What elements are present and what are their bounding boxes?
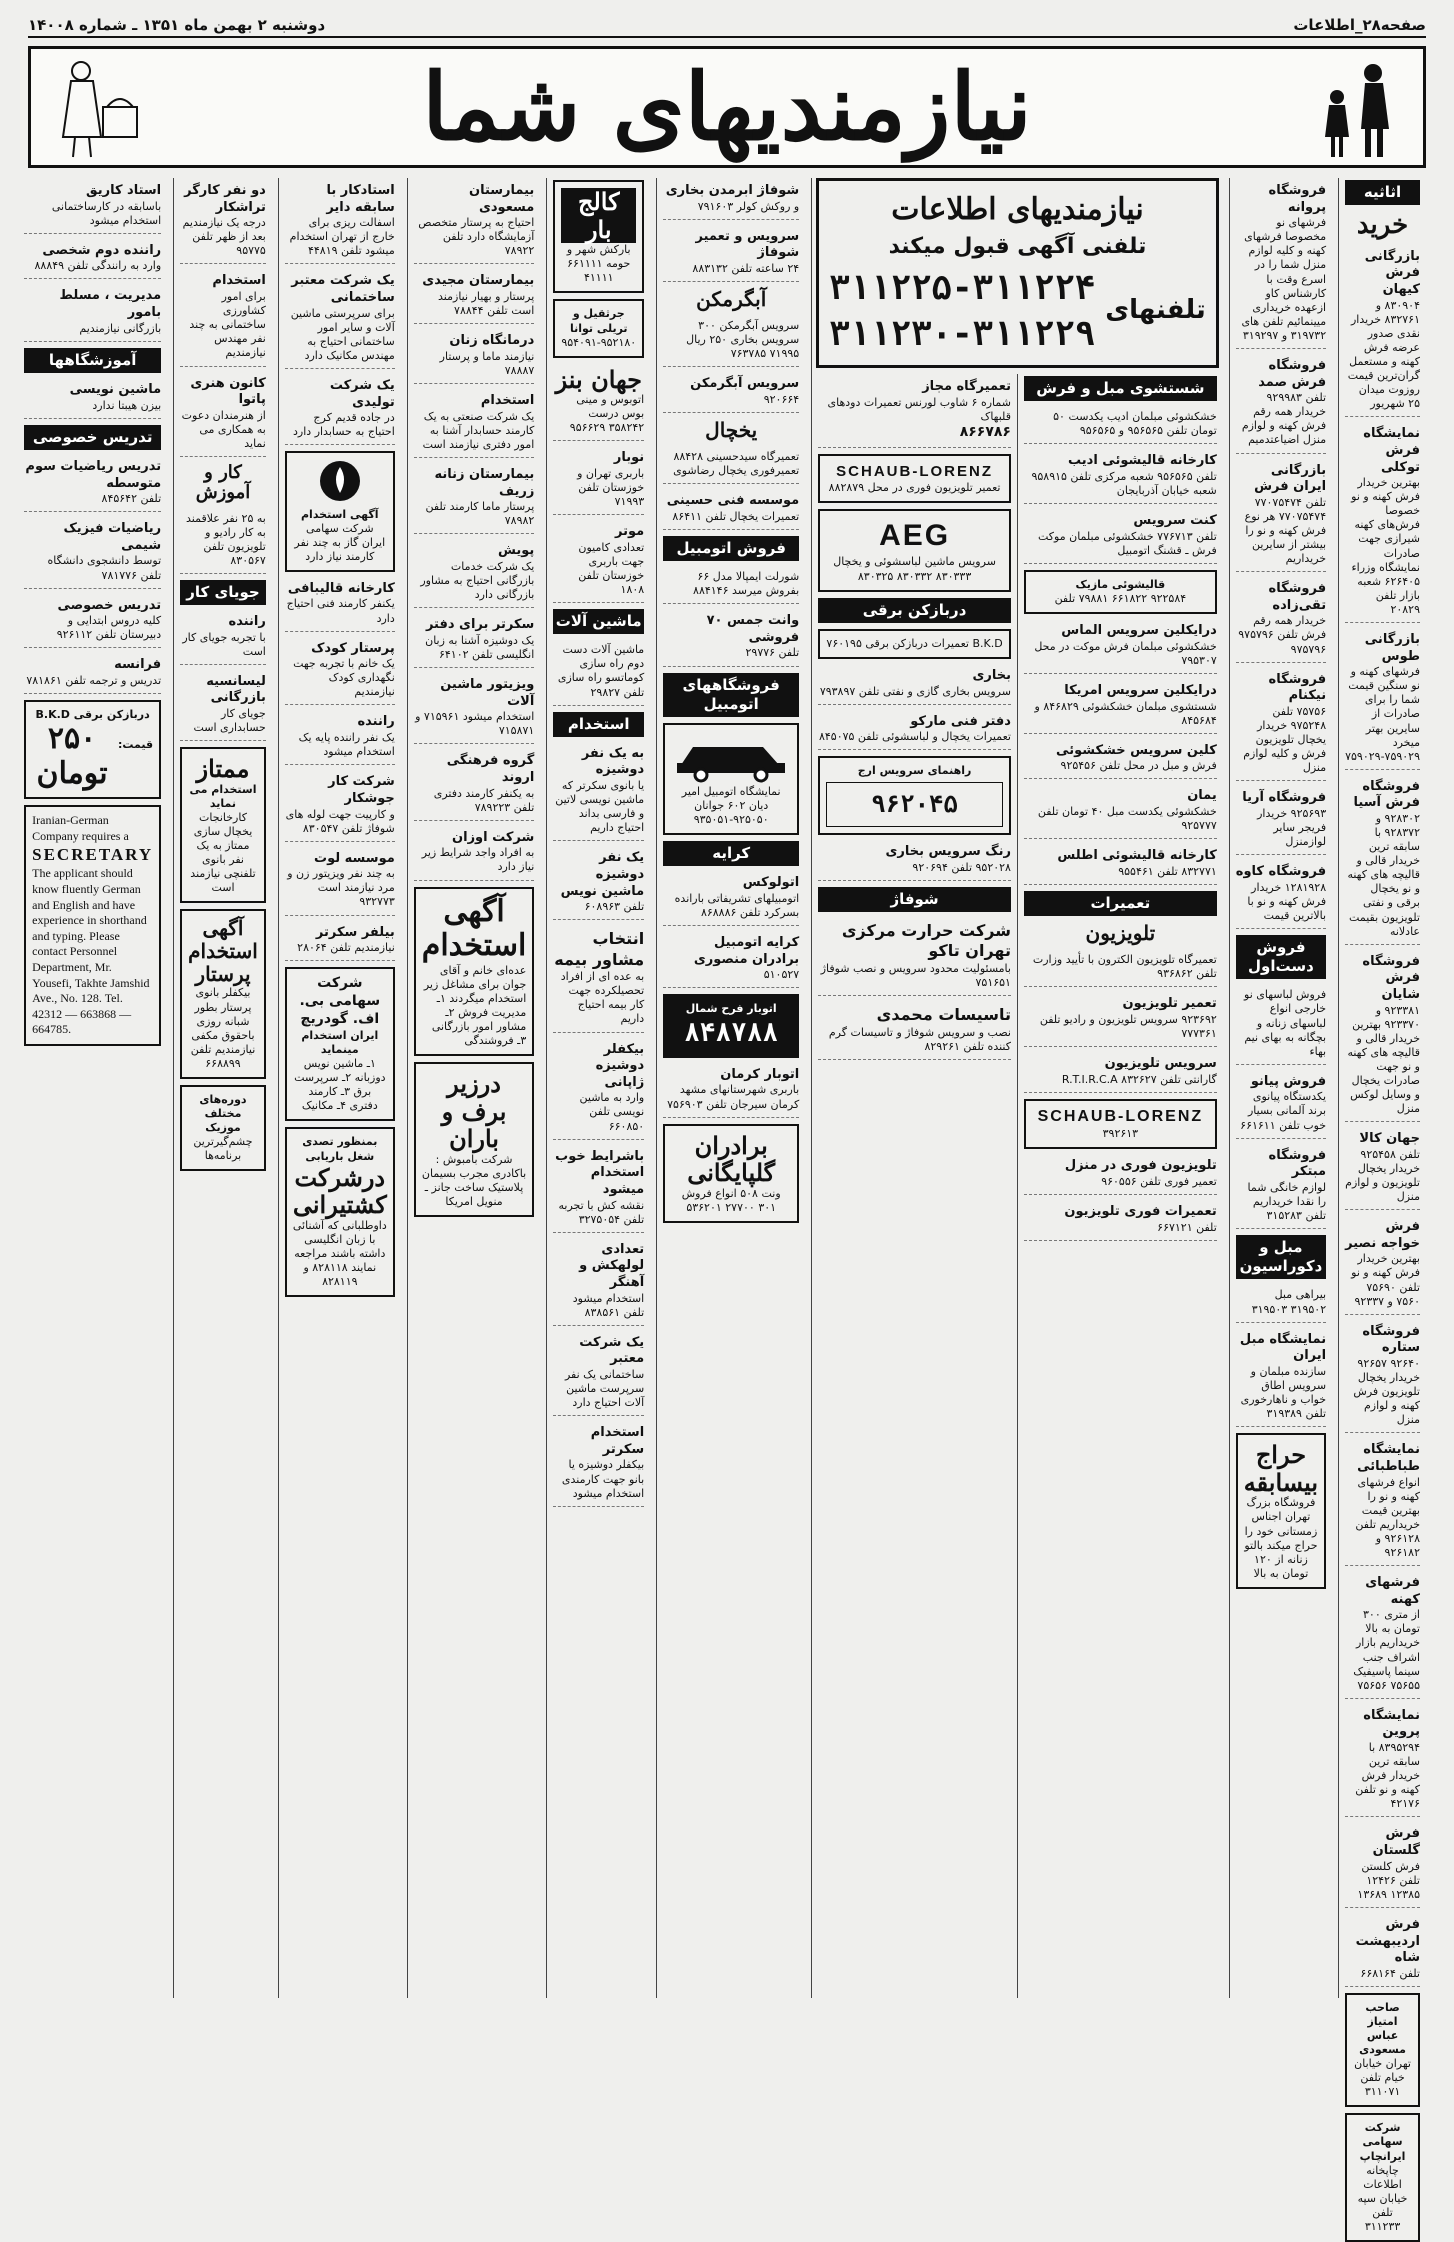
main-phone-box: نیازمندیهای اطلاعات تلفنی آگهی قبول میکند تلفنهای ۳۱۱۲۲۵-۳۱۱۲۲۴ ۳۱۱۲۳۰-۳۱۱۲۲۹ — [816, 178, 1219, 368]
column-autos — [656, 178, 805, 1998]
column-shops — [1229, 178, 1332, 1998]
classified-ad: ماشین آلات دست دوم راه سازی کوماتسو راه سازی تلفن ۲۹۸۲۷ — [553, 640, 644, 705]
section-header: فروش اتومبیل — [663, 536, 799, 561]
classified-ad: نمایشگاه پروین ۸۳۹۵۲۹۴ با سابقه ترین خریدار فرش کهنه و نو تلفن ۴۲۱۷۶ — [1345, 1705, 1420, 1818]
sale-box: حراج بیسابقه فروشگاه بزرگ تهران اجناس زمستانی خود را حراج میکند بالتو زنانه از ۱۲۰ تومان به بالا — [1236, 1433, 1326, 1589]
moving-company-box: اتوبار فرح شمال ۸۴۸۷۸۸ — [663, 994, 799, 1057]
section-header: فروشگاههای اتومبیل — [663, 673, 799, 717]
classified-ad: فرش اردیبهشت شاه تلفن ۶۶۸۱۶۴ — [1345, 1914, 1420, 1987]
classified-ad: سرویس آبگرمکن ۳۰۰ سرویس بخاری ۲۵۰ ریال ۷۱۹۹۵ ۷۶۳۷۸۵ — [663, 316, 799, 367]
classified-ad: بیمارستان مسعودی احتیاج به پرستار متخصص آزمایشگاه دارد تلفن ۷۸۹۲۲ — [414, 180, 535, 264]
classified-ad: درایکلین سرویس امریکا شستشوی مبلمان خشکشوئی ۸۴۶۸۲۹ و ۸۴۵۶۸۴ — [1024, 680, 1217, 734]
classified-ad: درایکلین سرویس الماس خشکشوئی مبلمان فرش موکت در محل ۷۹۵۳۰۷ — [1024, 620, 1217, 674]
classified-ad: بیکفلر دوشیزه ژاپانی وارد به ماشین نویسی تلفن ۶۶۰۸۵۰ — [553, 1039, 644, 1140]
publisher-box: صاحب امتیاز عباس مسعودی تهران خیابان خیام تلفن ۳۱۱۰۷۱ — [1345, 1993, 1420, 2108]
classified-ad: بازرگانی طوس فرشهای کهنه و نو سنگین قیمت شما را برای صادرات از سایرین بهتر میخرد ۷۵۹۰۲۹-۷۵۹۰۲۹ — [1345, 629, 1420, 770]
shipping-box: بمنظور تصدی شغل باریابی درشرکت کشتیرانی داوطلبانی که آشنائی با زبان انگلیسی داشته باشند مراجعه نمایند ۸۲۸۱۱۸ و ۸۲۸۱۱۹ — [285, 1127, 395, 1297]
music-box: دوره‌های مختلف موزیک چشم‌گیرترین برنامه‌ها — [180, 1085, 266, 1171]
classified-ad: تدریس ریاضیات سوم متوسطه تلفن ۸۴۵۶۴۲ — [24, 456, 161, 512]
classified-ad: سرویس تلویزیون گارانتی تلفن ۸۳۲۶۲۷ R.T.I.R.C.A — [1024, 1053, 1217, 1093]
column-furniture — [1338, 178, 1426, 2233]
section-header: شوفاژ — [818, 887, 1011, 912]
classified-ad: باشرایط خوب استخدام میشود نقشه کش با تجربه تلفن ۳۲۷۵۰۵۴ — [553, 1146, 644, 1233]
employment-notice-box: آگهی استخدام عده‌ای خانم و آقای جوان برای مشاغل زیر استخدام میگردند ۱ـ مدیریت فروش ۲ـ مشاور امور بازرگانی ۳ـ فروشندگی — [414, 887, 535, 1056]
classified-ad: کارخانه قالیشوئی ادیب تلفن ۹۵۶۵۶۵ شعبه مرکزی تلفن ۹۵۸۹۱۵ شعبه خیابان آذربایجان — [1024, 450, 1217, 504]
college-bar-box: کالج بار بارکش شهر و حومه ۶۶۱۱۱۱ ۴۱۱۱۱ — [553, 180, 644, 293]
classified-ad: فروشگاه پروانه فرشهای نو مخصوصا فرشهای کهنه و کلیه لوازم منزل شما را در اسرع وقت با کارشناس کاو ازعهده خریداری میینمائیم تلفن های ۳۱۹۷۳۲ و ۳۱۹۲۹۷ — [1236, 180, 1326, 349]
column-education — [18, 178, 167, 1998]
bkd-price-box: دربازکن برقی B.K.D قیمت: ۲۵۰ تومان — [24, 700, 161, 799]
classified-ad: استاد کاریق باسابقه در کارساختمانی استخدام میشود — [24, 180, 161, 234]
classified-ad: ویزیتور ماشین آلات استخدام میشود ۷۱۵۹۶۱ و ۷۱۵۸۷۱ — [414, 674, 535, 744]
classified-ad: یک شرکت تولیدی در جاده قدیم کرج احتیاج به حسابدار دارد — [285, 375, 395, 445]
section-subheader: آبگرمکن — [696, 287, 767, 312]
classified-ad: خشکشوئی مبلمان ادیب یکدست ۵۰ تومان تلفن ۹۵۶۵۶۵ و ۹۵۶۵۶۵ — [1024, 407, 1217, 444]
classified-ad: دو نفر کارگر تراشکار درجه یک نیازمندیم بعد از ظهر تلفن ۹۵۷۷۵ — [180, 180, 266, 264]
section-header: جویای کار — [180, 580, 266, 605]
family-illustration-icon — [1303, 57, 1413, 161]
iran-gas-box: آگهی استخدام شرکت سهامی ایران گاز به چند نفر کارمند نیاز دارد — [285, 451, 395, 571]
classified-ad: بیمارستان زنانه زریف پرستار ماما کارمند تلفن ۷۸۹۸۲ — [414, 464, 535, 534]
classified-ad: موسسه لوت به چند نفر ویزیتور زن و مرد نیازمند است ۹۳۲۷۷۳ — [285, 848, 395, 916]
gas-flame-icon — [318, 459, 362, 503]
classified-ad: بازرگانی فرش کیهان ۸۳۰۹۰۴ و ۸۳۲۷۶۱ خریدار نقدی صدور عرضه فرش کهنه و مستعمل گران‌ترین قیمت روزوت میدان ۲۵ شهریور — [1345, 246, 1420, 418]
classified-ad: نمایشگاه طباطبائی انواع فرشهای کهنه و نو را بهترین قیمت خریداریم تلفن ۹۲۶۱۲۸ و ۹۲۶۱۸۲ — [1345, 1439, 1420, 1566]
classified-ad: فروشگاه فرش شایان ۹۲۳۳۸۱ و ۹۲۳۳۷۰ بهترین خریدار قالی و قالیچه های کهنه و نو جهت صادرات یخچال و وسایل لوکس منزل — [1345, 951, 1420, 1123]
issue-date: دوشنبه ۲ بهمن ماه ۱۳۵۱ ـ شماره ۱۴۰۰۸ — [28, 16, 326, 34]
classified-ad: اتوبار کرمان باربری شهرستانهای مشهد کرمان سیرجان تلفن ۷۵۶۹۰۳ — [663, 1064, 799, 1118]
classified-ad: فروش لباسهای نو خارجی انواع لباسهای زنانه و بچگانه به بهای نیم بهاء — [1236, 985, 1326, 1064]
brand-box: SCHAUB-LORENZ ۳۹۲۶۱۳ — [1024, 1099, 1217, 1150]
page-number: صفحه۲۸_اطلاعات — [1293, 16, 1426, 34]
classified-ad: یک شرکت معتبر ساختمانی برای سرپرستی ماشین آلات و سایر امور ساختمانی احتیاج به مهندس مکانیک دارد — [285, 270, 395, 369]
classified-ad: جهان بنز اتوبوس و مینی بوس درست ۳۵۸۲۴۲ ۹۵۶۶۲۹ — [553, 364, 644, 442]
classified-ad: فروشگاه نیکنام ۷۵۷۵۶ تلفن ۹۷۵۲۴۸ خریدار یخچال تلویزیون فرش و کلیه لوازم منزل — [1236, 669, 1326, 782]
classified-ad: فروشگاه فرش صمد تلفن ۹۲۹۹۸۳ خریدار همه رقم فرش کهنه و لوازم منزل اضیاعتدمیم — [1236, 355, 1326, 454]
column-employment — [278, 178, 401, 1998]
section-header: آموزشگاهها — [24, 348, 161, 373]
section-subheader: تلویزیون — [1085, 921, 1156, 946]
classified-ad: فروشگاه تقی‌زاده خریدار همه رقم فرش تلفن ۹۷۵۷۹۶ ۹۷۵۷۹۶ — [1236, 578, 1326, 662]
classified-ad: سرویس آبگرمکن ۹۲۰۶۶۴ — [663, 373, 799, 413]
classified-ad: بیمارستان مجیدی پرستار و بهیار نیازمند است تلفن ۷۸۸۴۴ — [414, 270, 535, 324]
classified-ad: تعمیرگاه مجاز شماره ۶ شاوب لورنس تعمیرات دودهای قلبهاک ۸۶۶۷۸۶ — [818, 376, 1011, 448]
classified-ad: فروشگاه مبتکر لوازم خانگی شما را نقدا خریداریم تلفن ۳۱۵۲۸۳ — [1236, 1145, 1326, 1229]
printer-box: شرکت سهامی ایرانچاپ چاپخانه اطلاعات خیابان سپه تلفن ۳۱۱۲۳۳ — [1345, 2113, 1420, 2242]
classified-ad: پویش یک شرکت خدمات بازرگانی احتیاج به مشاور بازرگانی دارد — [414, 540, 535, 608]
classified-ad: کلین سرویس خشکشوئی فرش و مبل در محل تلفن ۹۲۵۴۵۶ — [1024, 740, 1217, 780]
shopping-woman-illustration-icon — [41, 57, 151, 161]
classified-ad: استادکار با سابقه دایر اسفالت ریزی برای خارج از تهران استخدام میشود تلفن ۴۴۸۱۹ — [285, 180, 395, 264]
secretary-english-box: Iranian-German Company requires a SECRETARY The applicant should know fluently German and English and have experience in shorthand and typing. Please contact Personnel Department, Mr. Yousefi, Takhte Jamshid Ave., No. 128. Tel. 42312 — 663868 — 664785. — [24, 805, 161, 1046]
classified-ad: شرکت حرارت مرکزی تهران تاکو بامسئولیت محدود سرویس و نصب شوفاژ ۷۵۱۶۵۱ — [818, 918, 1011, 996]
classified-ad: شورلت ایمپالا مدل ۶۶ بفروش میرسد ۸۸۴۱۴۶ — [663, 567, 799, 604]
brand-box: B.K.D تعمیرات دربازکن برقی ۷۶۰۱۹۵ — [818, 629, 1011, 659]
classified-ad: لیسانسیه بازرگانی جویای کار حسابداری است — [180, 671, 266, 741]
classified-ad: ماشین نویسی بیزن هیبتا ندارد — [24, 379, 161, 419]
classified-ad: دفتر فنی مارکو تعمیرات یخچال و لباسشوئی تلفن ۸۴۵۰۷۵ — [818, 711, 1011, 751]
column-labor — [173, 178, 272, 1998]
classified-ad: تعدادی لولهکش و آهنگر استخدام میشود تلفن ۸۳۸۵۶۱ — [553, 1239, 644, 1326]
classified-ad: یمان خشکشوئی یکدست مبل ۴۰ تومان تلفن ۹۲۵۷۷۷ — [1024, 785, 1217, 839]
classified-columns — [25, 178, 1426, 2233]
classified-ad: بیراهی مبل ۳۱۹۵۰۲ ۳۱۹۵۰۳ — [1236, 1285, 1326, 1322]
running-header — [28, 14, 1426, 38]
classified-ad: تدریس خصوصی کلیه دروس ابتدایی و دبیرستان تلفن ۹۲۶۱۱۲ — [24, 595, 161, 649]
golpayegani-box: برادران گلپایگانی ونت ۵۰۸ انواع فروش ۳۰۱ ۲۷۷۰۰ ۵۳۶۲۰۱ — [663, 1124, 799, 1223]
section-header: استخدام — [553, 712, 644, 737]
classified-ad: ریاضیات فیزیک شیمی توسط دانشجوی دانشگاه تلفن ۷۸۱۷۷۶ — [24, 518, 161, 588]
masthead — [28, 46, 1426, 168]
classified-ad: کرایه اتومبیل برادران منصوری ۵۱۰۵۲۷ — [663, 932, 799, 988]
section-header: ماشین آلات — [553, 609, 644, 634]
classified-ad: شوفاژ ابرمدن بخاری و روکش کولر ۷۹۱۶۰۳ — [663, 180, 799, 220]
classified-ad: گروه فرهنگی اروند به یکنفر کارمند دفتری تلفن ۷۸۹۲۲۳ — [414, 750, 535, 820]
column-appliance-service — [812, 374, 1017, 1998]
classified-ad: موتر تعدادی کامیون جهت باربری خوزستان تلفن ۱۸۰۸ — [553, 521, 644, 603]
mamtaz-box: ممتاز استخدام می نماید کارخانجات یخچال سازی ممتاز به یک نفر بانوی تلفنچی نیازمند است — [180, 747, 266, 903]
classified-ad: مدیریت ، مسلط بامور بازرگانی نیازمندیم — [24, 285, 161, 341]
classified-ad: سرویس و تعمیر شوفاژ ۲۴ ساعته تلفن ۸۸۳۱۳۲ — [663, 226, 799, 282]
classified-ad: فرشهای کهنه از متری ۳۰۰ تومان به بالا خریداریم بازار اشراف جنب سینما پاسیفیک ۷۵۶۵۵ ۷۵۶۵۶ — [1345, 1572, 1420, 1699]
classified-ad: نوبار باربری تهران و خوزستان تلفن ۷۱۹۹۳ — [553, 447, 644, 515]
crane-box: جرثقیل و تریلی توانا ۹۵۴۰۹۱-۹۵۲۱۸۰ — [553, 299, 644, 357]
classified-ad: بخاری سرویس بخاری گازی و نفتی تلفن ۷۹۳۸۹۷ — [818, 665, 1011, 705]
classified-ad: یک شرکت معتبر ساختمانی یک نفر سرپرست ماشین آلات احتیاج دارد — [553, 1332, 644, 1416]
car-icon — [671, 731, 791, 781]
column-transport-jobs — [546, 178, 650, 1998]
classified-ad: تعمیرگاه سیدحسینی ۸۸۴۲۸ تعمیرفوری یخچال رضاشوی — [663, 447, 799, 484]
classified-ad: استخدام سکرتر بیکفلر دوشیزه یا بانو جهت کارمندی استخدام میشود — [553, 1422, 644, 1506]
classified-ad: فروشگاه کاوه ۱۲۸۱۹۲۸ خریدار فرش کهنه و نو با بالاترین قیمت — [1236, 861, 1326, 929]
classified-ad: استخدام یک شرکت صنعتی به یک کارمند حسابدار آشنا به امور دفتری نیازمند است — [414, 390, 535, 458]
classified-ad: درمانگاه زنان نیازمند ماما و پرستار ۷۸۸۸۷ — [414, 330, 535, 384]
classified-ad: راننده با تجربه جویای کار است — [180, 611, 266, 665]
classified-ad: رنگ سرویس بخاری ۹۵۲۰۲۸ تلفن ۹۲۰۶۹۴ — [818, 841, 1011, 881]
classified-ad: جهان کالا تلفن ۹۲۵۴۵۸ خریدار یخچال تلویزیون و لوازم منزل — [1345, 1128, 1420, 1210]
section-header: دربازکن برقی — [818, 598, 1011, 623]
classified-ad: به یک نفر دوشیزه یا بانوی سکرتر که ماشین نویسی لاتین و فارسی بداند احتیاج داریم — [553, 743, 644, 842]
classified-ad: فروشگاه ستاره ۹۲۶۴۰ ۹۲۶۵۷ خریدار یخچال تلویزیون فرش کهنه و لوازم منزل — [1345, 1321, 1420, 1434]
classified-ad: کنت سرویس تلفن ۷۷۶۷۱۳ خشکشوئی مبلمان موکت فرش ـ قشنگ اتومبیل — [1024, 510, 1217, 564]
classified-ad: کارخانه قالیشوئی اطلس ۸۳۲۷۷۱ تلفن ۹۵۵۴۶۱ — [1024, 845, 1217, 885]
section-header: اثاثیه — [1345, 180, 1420, 205]
car-dealer-box: نمایشگاه اتومبیل امیر دیان ۶۰۲ جوانان ۹۲۵۰۵۰-۹۳۵۰۵۱ — [663, 723, 799, 835]
classified-ad: تعمیر تلویزیون ۹۲۳۶۹۲ سرویس تلویزیون و رادیو تلفن ۷۷۷۳۶۱ — [1024, 993, 1217, 1047]
classified-ad: انتخاب مشاور بیمه به عده ای از افراد تحصیلکرده جهت کار بیمه احتیاج داریم — [553, 926, 644, 1032]
section-header: شستشوی مبل و فرش — [1024, 376, 1217, 401]
masthead-title: نیازمندیهای شما — [422, 53, 1032, 161]
classified-ad: فروشگاه آریا ۹۲۵۶۹۳ خریدار فریجر سایر لوازمنزل — [1236, 787, 1326, 855]
classified-ad: بیلفر سکرتر نیازمندیم تلفن ۲۸۰۶۴ — [285, 922, 395, 962]
classified-ad: کانون هنری پاتوا از هنرمندان دعوت به همکاری می نماید — [180, 373, 266, 457]
brand-box: راهنمای سرویس ارج ۹۶۲۰۴۵ — [818, 756, 1011, 835]
classified-ad: شرکت اوزان به افراد واجد شرایط زیر نیاز دارد — [414, 827, 535, 881]
column-cleaning-repair — [1017, 374, 1223, 1998]
classified-ad: تاسیسات محمدی نصب و سرویس شوفاژ و تاسیسات گرم کننده تلفن ۸۲۹۲۶۱ — [818, 1002, 1011, 1060]
column-services-wide — [811, 178, 1223, 1998]
classified-ad: تعمیرگاه تلویزیون الکترون با تأیید وزارت تلفن ۹۳۶۸۶۲ — [1024, 950, 1217, 987]
classified-ad: بازرگانی ایران فرش تلفن ۷۷۰۷۵۴۷۴ ۷۷۰۷۵۴۷۴ هر نوع فرش کهنه و نو را بیشتر از سایرین خریداریم — [1236, 460, 1326, 573]
snow-rain-box: درزیر برف و باران شرکت بامبوش : باکادری مجرب بسیمان پلاستیک ساخت جانز ـ منویل امریکا — [414, 1062, 535, 1217]
goodrich-box: شرکت سهامی بی. اف. گودریچ ایران استخدام مینماید ۱ـ ماشین نویس دوزبانه ۲ـ سرپرست برق ۳ـ کارمند دفتری ۴ـ مکانیک — [285, 967, 395, 1121]
classified-ad: تلویزیون فوری در منزل تعمیر فوری تلفن ۹۶۰۵۵۶ — [1024, 1155, 1217, 1195]
classified-ad: یک نفر دوشیزه ماشین نویس تلفن ۶۰۸۹۶۳ — [553, 847, 644, 920]
column-hospitals-jobs — [407, 178, 541, 1998]
nurse-box: آگهی استخدام پرستار بیکفلر بانوی پرستار بطور شبانه روزی باحقوق مکفی نیازمندیم تلفن ۶۶۸۸۹۹ — [180, 909, 266, 1078]
classified-ad: تعمیرات فوری تلویزیون تلفن ۶۶۷۱۲۱ — [1024, 1201, 1217, 1241]
brand-box: AEG سرویس ماشین لباسشوئی و یخچال ۸۳۰۳۳۳ ۸۳۰۳۳۲ ۸۳۰۳۲۵ — [818, 509, 1011, 592]
classified-ad: به ۲۵ نفر علاقمند به کار رادیو و تلویزیون تلفن ۸۳۰۵۶۷ — [180, 509, 266, 574]
classified-ad: نمایشگاه مبل ایران سازنده مبلمان و سرویس اطاق خواب و ناهارخوری تلفن ۳۱۹۳۸۹ — [1236, 1329, 1326, 1428]
section-header: کرایه — [663, 841, 799, 866]
section-subheader: خرید — [1356, 210, 1409, 241]
classified-ad: راننده یک نفر راننده پایه یک استخدام میشود — [285, 711, 395, 765]
classified-ad: فرش گلستان فرش کلستن تلفن ۱۲۴۲۶ ۱۲۳۸۵ ۱۳۶۸۹ — [1345, 1823, 1420, 1907]
classified-ad: موسسه فنی حسینی تعمیرات یخچال تلفن ۸۶۴۱۱ — [663, 490, 799, 530]
classified-ad: شرکت کار جوشکار و کارپیت جهت لوله های شوفاژ تلفن ۸۳۰۵۴۷ — [285, 771, 395, 841]
classified-ad: فرانسه تدریس و ترجمه تلفن ۷۸۱۸۶۱ — [24, 654, 161, 694]
classified-ad: فرش خواجه نصیر بهترین خریدار فرش کهنه و نو تلفن ۷۵۶۹۰ ۷۵۶۰ و ۹۲۳۳۷ — [1345, 1216, 1420, 1315]
section-header: فروش دست‌اول — [1236, 935, 1326, 979]
classified-ad: فروش پیانو یکدستگاه پیانوی برند آلمانی بسیار خوب تلفن ۶۶۱۶۱۱ — [1236, 1071, 1326, 1139]
classified-ad: راننده دوم شخصی وارد به رانندگی تلفن ۸۸۸۴۹ — [24, 240, 161, 280]
section-subheader: کار و آموزش — [195, 461, 251, 503]
classified-ad: کارخانه قالیبافی یکنفر کارمند فنی احتیاج دارد — [285, 578, 395, 632]
section-header: مبل و دکوراسیون — [1236, 1235, 1326, 1279]
classified-ad: سکرتر برای دفتر یک دوشیزه آشنا به زبان انگلیسی تلفن ۶۴۱۰۲ — [414, 614, 535, 668]
brand-box: SCHAUB-LORENZ تعمیر تلویزیون فوری در محل ۸۸۲۸۷۹ — [818, 454, 1011, 503]
section-header: تدریس خصوصی — [24, 425, 161, 450]
classified-ad: پرستار کودک یک خانم با تجربه جهت نگهداری کودک نیازمندیم — [285, 638, 395, 706]
section-subheader: یخچال — [705, 417, 758, 442]
classified-box: قالیشوئی مازیک ۹۲۲۵۸۴ ۶۶۱۸۲۲ ۷۹۸۸۱ تلفن — [1024, 570, 1217, 614]
section-header: تعمیرات — [1024, 891, 1217, 916]
classified-ad: وانت جمس ۷۰ فروشی تلفن ۲۹۷۷۶ — [663, 610, 799, 666]
classified-ad: استخدام برای امور کشاورزی ساختمانی به چند نفر مهندس نیازمندیم — [180, 270, 266, 366]
classified-ad: اتولوکس اتومبیلهای تشریفاتی بارانده بسرکرد تلفن ۸۶۸۸۸۶ — [663, 872, 799, 926]
classified-ad: نمایشگاه فرش توکلی بهترین خریدار فرش کهنه و نو خصوصا فرش‌های کهنه شیرازی جهت صادرات نمایشگاه وزراء ۶۲۶۴۰۵ شعبه بازار تلفن ۲۰۸۲۹ — [1345, 423, 1420, 623]
classified-ad: فروشگاه فرش آسیا ۹۲۸۳۰۲ و ۹۲۸۳۷۲ با سابقه ترین خریدار قالی و قالیچه های کهنه و نو یخچال برقی و نفتی تلویزیون بقیمت عادلانه — [1345, 776, 1420, 945]
